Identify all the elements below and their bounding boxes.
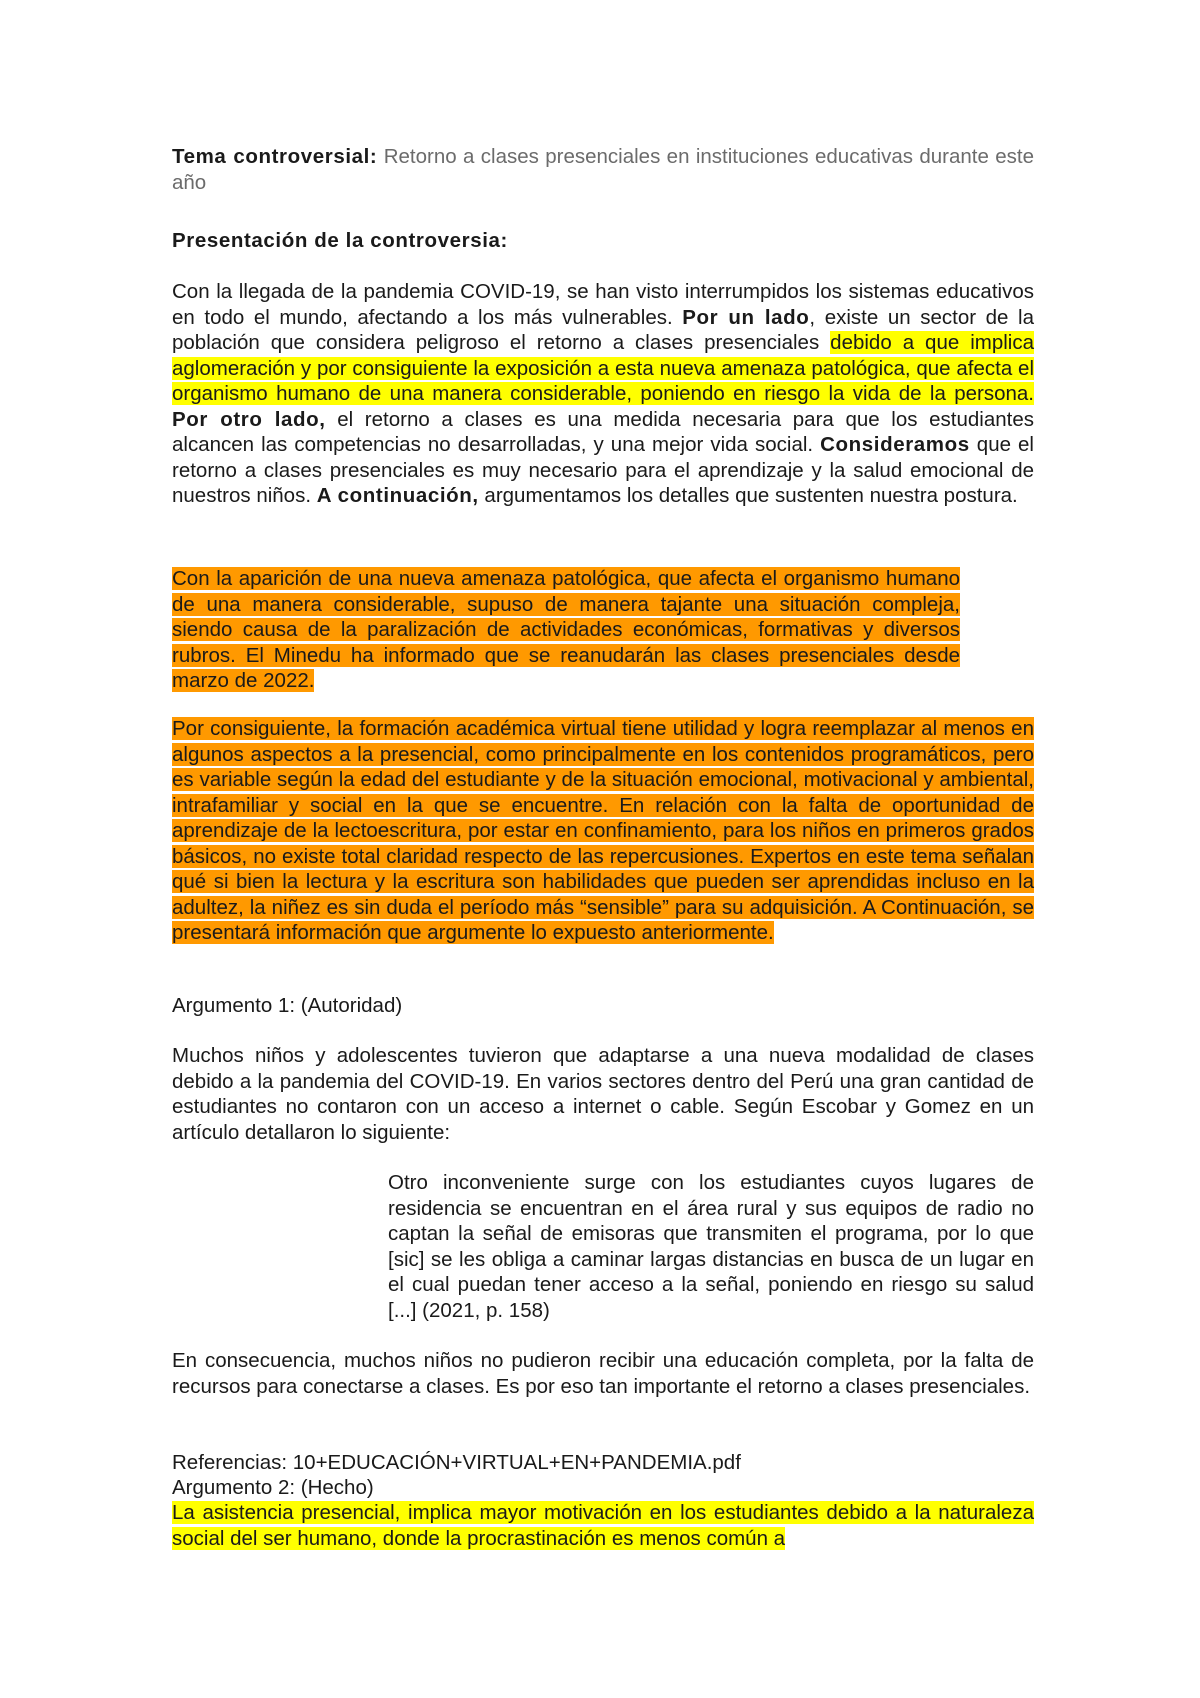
tema-text: Retorno a clases presenciales en instituciones educativas durante este año xyxy=(172,145,1034,194)
intro-text: que el retorno a clases presenciales es muy necesario para el aprendizaje y la salud emocional de nuestros niños. xyxy=(172,433,1034,507)
argumento2-highlight: La asistencia presencial, implica mayor motivación en los estudiantes debido a la naturaleza social del ser humano, donde la procrastinación es menos común a xyxy=(172,1501,1034,1550)
intro-text: Con la llegada de la pandemia COVID-19, se han visto interrumpidos los sistemas educativos en todo el mundo, afectando a los más vulnerables. xyxy=(172,280,1034,329)
orange-paragraph-2 xyxy=(172,716,1034,946)
orange-paragraph-1 xyxy=(172,566,960,694)
intro-bold: Por otro lado, xyxy=(172,407,326,431)
tema-label: Tema controversial: xyxy=(172,145,378,168)
argumento1-heading: Argumento 1: (Autoridad) xyxy=(172,994,403,1017)
referencias: Referencias: 10+EDUCACIÓN+VIRTUAL+EN+PANDEMIA.pdf xyxy=(172,1451,741,1474)
intro-highlight: debido a que implica aglomeración y por consiguiente la exposición a esta nueva amenaza patológica, que afecta el organismo humano de una manera considerable, poniendo en riesgo la vida de la persona. xyxy=(172,331,1034,405)
intro-text: argumentamos los detalles que sustenten nuestra postura. xyxy=(478,484,1018,507)
intro-text: el retorno a clases es una medida necesaria para que los estudiantes alcancen las competencias no desarrolladas, y una mejor vida social. xyxy=(172,407,1034,456)
presentacion-heading: Presentación de la controversia: xyxy=(172,229,508,252)
intro-text: , existe un sector de la población que considera peligroso el retorno a clases presenciales xyxy=(172,305,1034,354)
argumento2-paragraph xyxy=(172,1500,1034,1551)
intro-bold: Por un lado xyxy=(682,305,810,329)
tema-paragraph xyxy=(172,144,1034,195)
argumento1-text: Muchos niños y adolescentes tuvieron que adaptarse a una nueva modalidad de clases debido a la pandemia del COVID-19. En varios sectores dentro del Perú una gran cantidad de estudiantes no contaron con un acceso a internet o cable. Según Escobar y Gomez en un artículo detallaron lo siguiente: xyxy=(172,1044,1034,1144)
orange-highlight: Con la aparición de una nueva amenaza patológica, que afecta el organismo humano de una manera considerable, supuso de manera tajante una situación compleja, siendo causa de la paralización de actividades económicas, formativas y diversos rubros. El Minedu ha informado que se reanudarán las clases presenciales desde marzo de 2022. xyxy=(172,567,960,692)
intro-paragraph xyxy=(172,279,1034,509)
argumento1-conclusion: En consecuencia, muchos niños no pudieron recibir una educación completa, por la falta de recursos para conectarse a clases. Es por eso tan importante el retorno a clases presenciales. xyxy=(172,1349,1034,1398)
block-quote: Otro inconveniente surge con los estudiantes cuyos lugares de residencia se encuentran en el área rural y sus equipos de radio no captan la señal de emisoras que transmiten el programa, por lo que [sic] se les obliga a caminar largas distancias en busca de un lugar en el cual puedan tener acceso a la señal, poniendo en riesgo su salud [...] (2021, p. 158) xyxy=(388,1171,1034,1322)
intro-bold: Consideramos xyxy=(820,433,970,456)
orange-highlight: Por consiguiente, la formación académica virtual tiene utilidad y logra reemplazar al menos en algunos aspectos a la presencial, como principalmente en los contenidos programáticos, pero es variable según la edad del estudiante y de la situación emocional, motivacional y ambiental, intrafamiliar y social en la que se encuentre. En relación con la falta de oportunidad de aprendizaje de la lectoescritura, por estar en confinamiento, para los niños en primeros grados básicos, no existe total claridad respecto de las repercusiones. Expertos en este tema señalan qué si bien la lectura y la escritura son habilidades que pueden ser aprendidas incluso en la adultez, la niñez es sin duda el período más “sensible” para su adquisición. A Continuación, se presentará información que argumente lo expuesto anteriormente. xyxy=(172,717,1034,944)
argumento2-heading: Argumento 2: (Hecho) xyxy=(172,1476,374,1499)
intro-bold: A continuación, xyxy=(316,484,479,507)
